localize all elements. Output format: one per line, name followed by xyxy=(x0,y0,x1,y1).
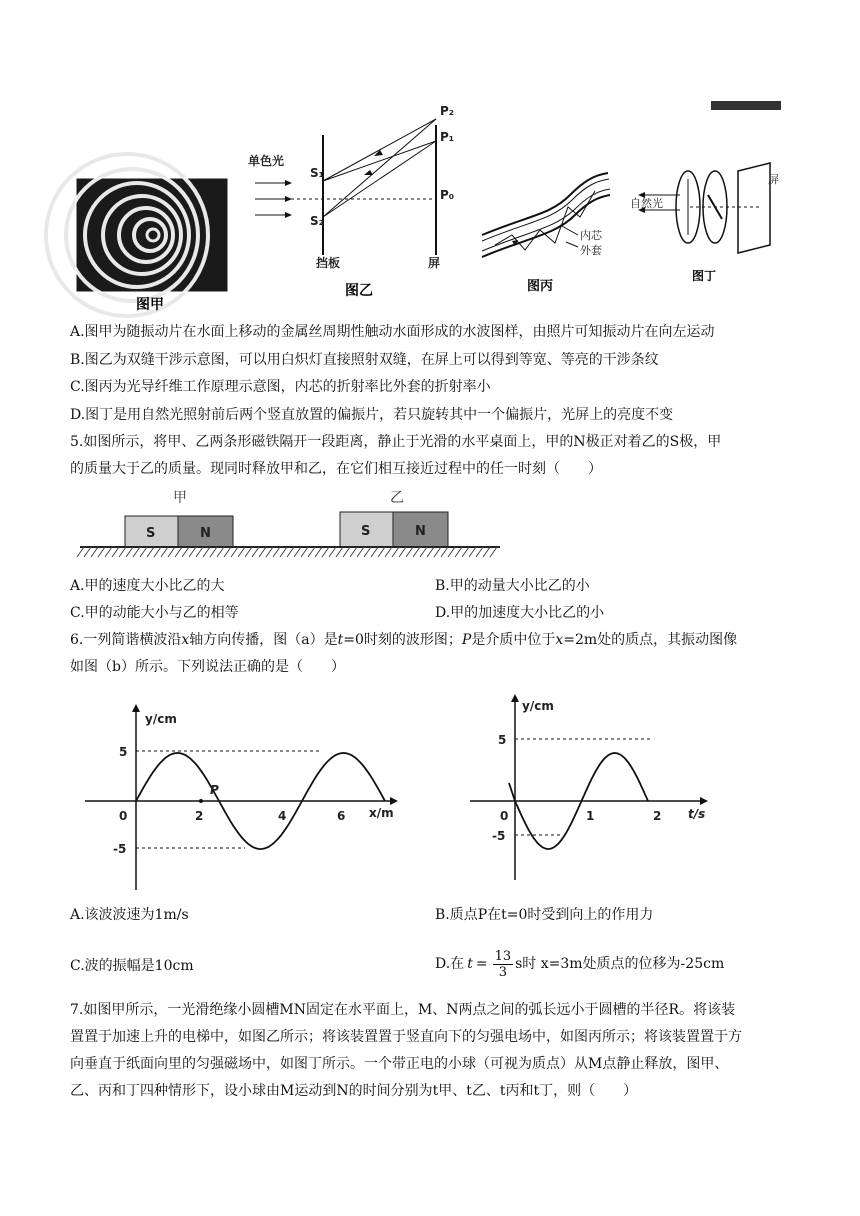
yi-pole-n: N xyxy=(415,524,426,539)
ding-natural-light-label: 自然光 xyxy=(630,197,663,210)
q4-option-a: A.图甲为随振动片在水面上移动的金属丝周期性触动水面形成的水波图样，由照片可知振动片在向左运动 xyxy=(70,324,715,340)
graph-b-xlabel: t/s xyxy=(688,807,706,821)
graph-b-t1: 1 xyxy=(586,809,595,823)
graph-a-x4: 4 xyxy=(278,809,287,823)
caption-bing: 图丙 xyxy=(527,279,554,294)
q7-stem-line1: 7.如图甲所示，一光滑绝缘小圆槽MN固定在水平面上，M、N两点之间的弧长远小于圆槽的半径R。将该装 xyxy=(70,1002,736,1018)
q5-option-b: B.甲的动量大小比乙的小 xyxy=(435,578,590,594)
q6-option-d: D.在 t = $\frac{13}{3}$ s时 x=3m处质点的位移为-25cm xyxy=(435,948,725,980)
jia-pole-n: N xyxy=(200,526,211,541)
q5-magnets-figure xyxy=(70,484,510,579)
bing-core-label: 内芯 xyxy=(580,229,602,242)
graph-b-y-pos: 5 xyxy=(498,733,507,747)
q6-option-a: A.该波波速为1m/s xyxy=(70,907,189,923)
q7-stem-line4: 乙、丙和丁四种情形下，设小球由M运动到N的时间分别为t甲、t乙、t丙和t丁，则（ ） xyxy=(70,1083,638,1099)
q7-stem-line2: 置置于加速上升的电梯中，如图乙所示；将该装置置于竖直向下的匀强电场中，如图丙所示；将该装置置于方 xyxy=(70,1029,742,1045)
jia-pole-s: S xyxy=(146,526,156,541)
q6-graph-a xyxy=(75,690,405,900)
graph-a-xlabel: x/m xyxy=(369,806,394,820)
caption-yi: 图乙 xyxy=(345,283,373,299)
figure-yi-double-slit xyxy=(248,104,454,270)
q5-option-a: A.甲的速度大小比乙的大 xyxy=(70,578,225,594)
yi-light-label: 单色光 xyxy=(248,154,285,168)
yi-s2-label: S₂ xyxy=(310,214,324,228)
graph-b-y-neg: -5 xyxy=(492,829,506,843)
q5-stem-line2: 的质量大于乙的质量。现同时释放甲和乙，在它们相互接近过程中的任一时刻（ ） xyxy=(70,461,602,477)
graph-a-y-neg: -5 xyxy=(113,842,127,856)
yi-p0-label: P₀ xyxy=(440,188,455,202)
yi-screen-label: 屏 xyxy=(428,256,441,270)
yi-p1-label: P₁ xyxy=(440,130,455,144)
q6-graph-b xyxy=(460,690,730,900)
caption-ding: 图丁 xyxy=(692,269,717,283)
q6-stem-line1: 6.一列简谐横波沿x轴方向传播，图（a）是t=0时刻的波形图；P是介质中位于x=2m处的质点，其振动图像 xyxy=(70,632,738,648)
figure-bing-fiber xyxy=(482,173,610,257)
q6-option-b: B.质点P在t=0时受到向上的作用力 xyxy=(435,907,654,923)
q6-option-c: C.波的振幅是10cm xyxy=(70,958,194,974)
fraction-13-3: $\frac{13}{3}$ xyxy=(494,948,512,980)
graph-a-x2: 2 xyxy=(195,809,204,823)
ding-screen-label: 屏 xyxy=(768,173,779,186)
yi-baffle-label: 挡板 xyxy=(316,256,341,270)
q6-stem-line2: 如图（b）所示。下列说法正确的是（ ） xyxy=(70,659,345,675)
graph-a-origin: 0 xyxy=(119,809,128,823)
yi-s1-label: S₁ xyxy=(310,166,324,180)
graph-a-point-p: P xyxy=(210,783,219,797)
yi-p2-label: P₂ xyxy=(440,104,455,118)
figure-jia-ripple xyxy=(46,154,228,316)
bing-cladding-label: 外套 xyxy=(580,244,602,257)
yi-pole-s: S xyxy=(361,524,371,539)
q4-option-b: B.图乙为双缝干涉示意图，可以用白炽灯直接照射双缝，在屏上可以得到等宽、等亮的干涉条纹 xyxy=(70,352,659,368)
graph-b-t2: 2 xyxy=(653,809,662,823)
graph-b-origin: 0 xyxy=(500,809,509,823)
graph-b-ylabel: y/cm xyxy=(522,699,554,713)
q4-option-c: C.图丙为光导纤维工作原理示意图，内芯的折射率比外套的折射率小 xyxy=(70,379,491,395)
scan-mark xyxy=(711,101,781,110)
figure-ding-polarizers xyxy=(630,163,779,253)
graph-a-x6: 6 xyxy=(337,809,346,823)
q5-option-d: D.甲的加速度大小比乙的小 xyxy=(435,605,605,621)
table-hatching xyxy=(77,547,497,557)
graph-a-ylabel: y/cm xyxy=(145,712,177,726)
q5-stem-line1: 5.如图所示，将甲、乙两条形磁铁隔开一段距离，静止于光滑的水平桌面上，甲的N极正对着乙的S极，甲 xyxy=(70,434,722,450)
graph-a-y-pos: 5 xyxy=(119,745,128,759)
q5-option-c: C.甲的动能大小与乙的相等 xyxy=(70,605,239,621)
magnet-jia-label: 甲 xyxy=(173,490,187,506)
q4-option-d: D.图丁是用自然光照射前后两个竖直放置的偏振片，若只旋转其中一个偏振片，光屏上的亮度不变 xyxy=(70,407,674,423)
q7-stem-line3: 向垂直于纸面向里的匀强磁场中，如图丁所示。一个带正电的小球（可视为质点）从M点静止释放，图甲、 xyxy=(70,1056,729,1072)
magnet-yi-label: 乙 xyxy=(390,490,404,506)
q4-figures xyxy=(0,95,860,320)
caption-jia: 图甲 xyxy=(136,297,164,313)
